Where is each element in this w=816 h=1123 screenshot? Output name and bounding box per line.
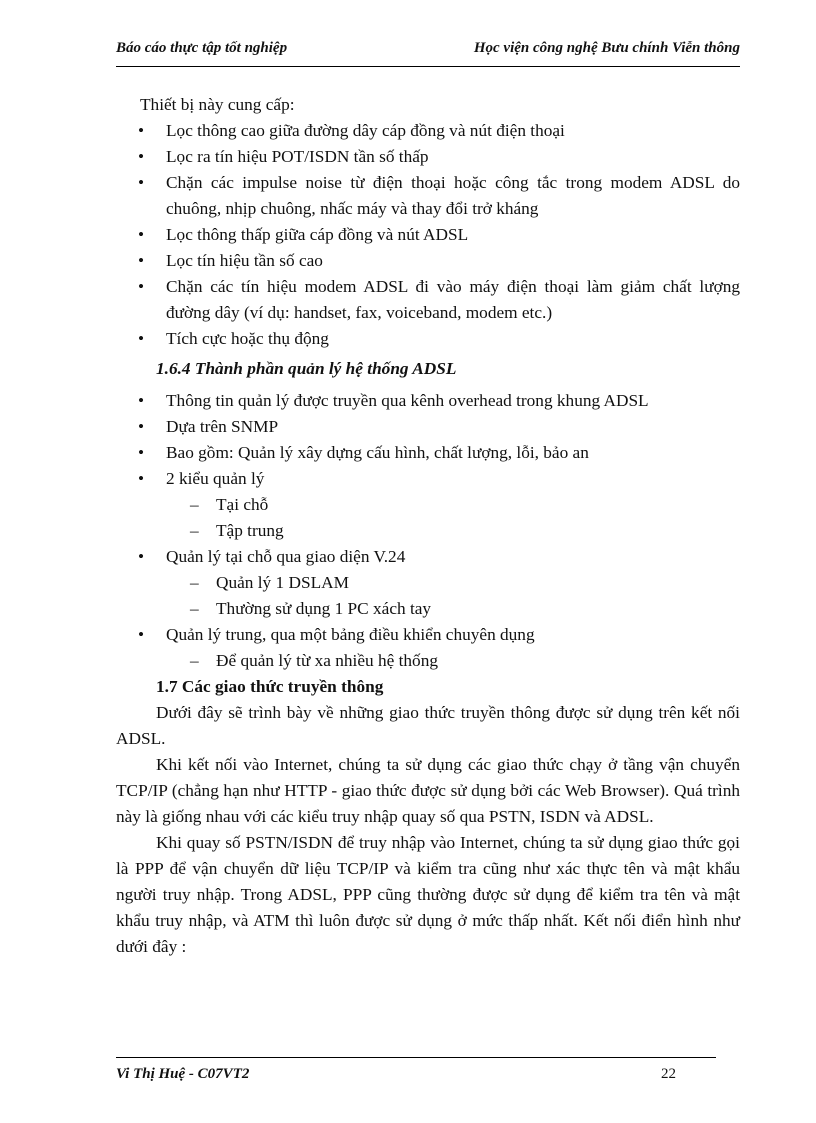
bullet-icon: • (138, 547, 145, 566)
paragraph: Khi quay số PSTN/ISDN để truy nhập vào Internet, chúng ta sử dụng giao thức gọi là PPP để vận chuyển dữ liệu TCP/IP và kiểm tra cũng như xác thực tên và mật khẩu người truy nhập. Trong ADSL, PPP cũng thường được sử dụng để kiểm tra tên và mật khẩu truy nhập, và ATM thì luôn được sử dụng ở mức thấp nhất. Kết nối điển hình như dưới đây : (116, 833, 740, 956)
management-types-sublist (116, 492, 740, 544)
dash-icon: – (190, 495, 199, 514)
dash-icon: – (190, 599, 199, 618)
list-item: • Thông tin quản lý được truyền qua kênh overhead trong khung ADSL (116, 388, 740, 414)
management-list (116, 388, 740, 492)
list-item: • Lọc ra tín hiệu POT/ISDN tần số thấp (116, 144, 740, 170)
list-item: • Lọc thông thấp giữa cáp đồng và nút ADSL (116, 222, 740, 248)
paragraph: Dưới đây sẽ trình bày về những giao thức truyền thông được sử dụng trên kết nối ADSL. (116, 703, 740, 748)
list-item: • Lọc thông cao giữa đường dây cáp đồng và nút điện thoại (116, 118, 740, 144)
list-item: • Quản lý trung, qua một bảng điều khiển chuyên dụng (116, 622, 740, 648)
page-number: 22 (661, 1066, 676, 1082)
list-item: • Dựa trên SNMP (116, 414, 740, 440)
header-institution: Học viện công nghệ Bưu chính Viễn thông (473, 40, 740, 56)
bullet-icon: • (138, 391, 145, 410)
list-item: • Quản lý tại chỗ qua giao diện V.24 (116, 544, 740, 570)
dash-icon: – (190, 573, 199, 592)
bullet-icon: • (138, 443, 145, 462)
bullet-icon: • (138, 225, 145, 244)
list-item: • Chặn các impulse noise từ điện thoại hoặc công tắc trong modem ADSL do chuông, nhịp chuông, nhấc máy và thay đổi trở kháng (116, 170, 740, 222)
dash-icon: – (190, 651, 199, 670)
section-heading-1-7: 1.7 Các giao thức truyền thông (156, 677, 384, 696)
section-heading-1-6-4: 1.6.4 Thành phần quản lý hệ thống ADSL (156, 359, 457, 378)
local-management-sublist (116, 570, 740, 622)
sub-list-item: – Quản lý 1 DSLAM (116, 570, 740, 596)
list-item: • Chặn các tín hiệu modem ADSL đi vào máy điện thoại làm giảm chất lượng đường dây (ví dụ: handset, fax, voiceband, modem etc.) (116, 274, 740, 326)
bullet-icon: • (138, 277, 145, 296)
sub-list-item: – Tại chỗ (116, 492, 740, 518)
page-footer (116, 1057, 716, 1088)
list-item: • Lọc tín hiệu tần số cao (116, 248, 740, 274)
page-header (116, 40, 740, 67)
page-content (116, 92, 740, 960)
footer-author: Vi Thị Huệ - C07VT2 (116, 1066, 250, 1082)
device-features-list (116, 118, 740, 352)
list-item: • Tích cực hoặc thụ động (116, 326, 740, 352)
central-management-sublist (116, 648, 740, 674)
bullet-icon: • (138, 625, 145, 644)
intro-text: Thiết bị này cung cấp: (140, 95, 295, 114)
list-item: • Bao gồm: Quản lý xây dựng cấu hình, chất lượng, lỗi, bảo an (116, 440, 740, 466)
bullet-icon: • (138, 147, 145, 166)
sub-list-item: – Thường sử dụng 1 PC xách tay (116, 596, 740, 622)
dash-icon: – (190, 521, 199, 540)
paragraph: Khi kết nối vào Internet, chúng ta sử dụng các giao thức chạy ở tầng vận chuyển TCP/IP (chẳng hạn như HTTP - giao thức được sử dụng bởi các Web Browser). Quá trình này là giống nhau với các kiểu truy nhập quay số qua PSTN, ISDN và ADSL. (116, 755, 740, 826)
bullet-icon: • (138, 173, 145, 192)
header-report-title: Báo cáo thực tập tốt nghiệp (116, 40, 288, 56)
bullet-icon: • (138, 251, 145, 270)
sub-list-item: – Để quản lý từ xa nhiều hệ thống (116, 648, 740, 674)
bullet-icon: • (138, 417, 145, 436)
bullet-icon: • (138, 121, 145, 140)
sub-list-item: – Tập trung (116, 518, 740, 544)
list-item: • 2 kiểu quản lý (116, 466, 740, 492)
bullet-icon: • (138, 329, 145, 348)
bullet-icon: • (138, 469, 145, 488)
